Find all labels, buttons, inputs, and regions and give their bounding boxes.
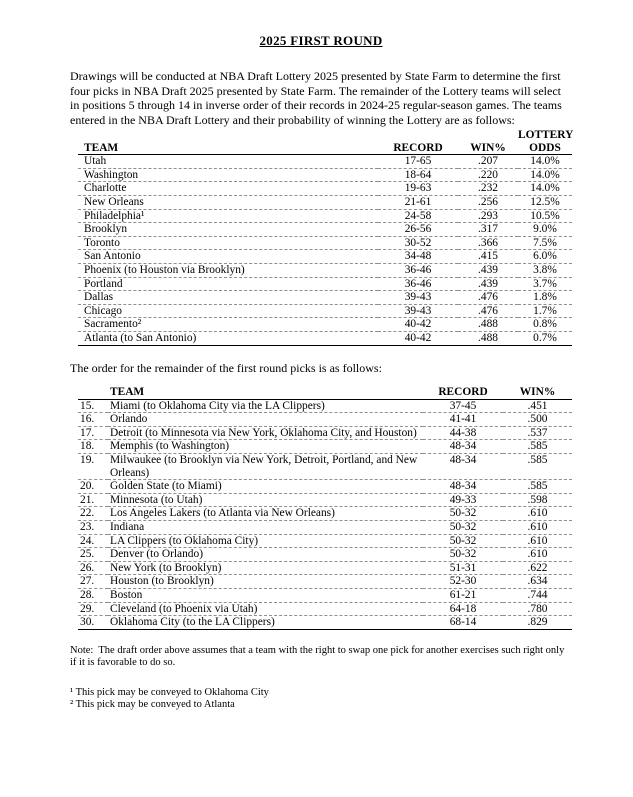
win-pct-cell: .488 — [458, 318, 518, 332]
record-cell: 19-63 — [378, 182, 458, 196]
lottery-odds-cell: 14.0% — [518, 155, 572, 169]
win-pct-cell: .829 — [503, 616, 572, 630]
record-cell: 39-43 — [378, 304, 458, 318]
remainder-table-header-row — [78, 386, 572, 399]
team-cell: Detroit (to Minnesota via New York, Oklahoma City, and Houston) — [108, 426, 423, 440]
remainder-table-row — [78, 588, 572, 602]
record-cell: 50-32 — [423, 507, 503, 521]
record-cell: 48-34 — [423, 453, 503, 479]
remainder-intro-paragraph: The order for the remainder of the first round picks is as follows: — [70, 360, 382, 375]
win-pct-cell: .585 — [503, 453, 572, 479]
page-title: 2025 FIRST ROUND — [259, 33, 383, 48]
team-cell: Chicago — [78, 304, 378, 318]
pick-number-cell: 30. — [78, 616, 108, 630]
footnotes-block — [70, 687, 572, 711]
lottery-table-body — [78, 155, 572, 345]
record-cell: 40-42 — [378, 318, 458, 332]
team-cell: Los Angeles Lakers (to Atlanta via New Orleans) — [108, 507, 423, 521]
intro-paragraph: Drawings will be conducted at NBA Draft Lottery 2025 presented by State Farm to determine the first four picks in NBA Draft 2025 presented by State Farm. The remainder of the Lottery teams will select in positions 5 through 14 in inverse order of their records in 2024-25 regular-season games. The teams entered in the NBA Draft Lottery and their probability of winning the Lottery are as follows: — [70, 69, 562, 127]
lottery-table — [78, 129, 572, 346]
team-cell: New Orleans — [78, 195, 378, 209]
record-cell: 50-32 — [423, 548, 503, 562]
lottery-table-row — [78, 304, 572, 318]
remainder-table — [78, 386, 572, 630]
pick-number-cell: 17. — [78, 426, 108, 440]
win-pct-cell: .585 — [503, 480, 572, 494]
record-cell: 48-34 — [423, 440, 503, 454]
remainder-table-row — [78, 534, 572, 548]
lottery-table-row — [78, 236, 572, 250]
win-pct-cell: .439 — [458, 263, 518, 277]
remainder-table-row — [78, 426, 572, 440]
lottery-odds-cell: 7.5% — [518, 236, 572, 250]
lottery-odds-cell: 1.7% — [518, 304, 572, 318]
win-pct-cell: .537 — [503, 426, 572, 440]
remainder-header-win: WIN% — [503, 386, 572, 399]
win-pct-cell: .634 — [503, 575, 572, 589]
remainder-table-row — [78, 413, 572, 427]
team-cell: Houston (to Brooklyn) — [108, 575, 423, 589]
pick-number-cell: 19. — [78, 453, 108, 479]
remainder-header-team: TEAM — [108, 386, 423, 399]
team-cell: Philadelphia¹ — [78, 209, 378, 223]
footnote-1: ¹ This pick may be conveyed to Oklahoma City — [70, 686, 269, 698]
record-cell: 51-31 — [423, 561, 503, 575]
record-cell: 26-56 — [378, 223, 458, 237]
record-cell: 44-38 — [423, 426, 503, 440]
team-cell: Oklahoma City (to the LA Clippers) — [108, 616, 423, 630]
win-pct-cell: .610 — [503, 507, 572, 521]
record-cell: 50-32 — [423, 534, 503, 548]
note-paragraph: Note: The draft order above assumes that a team with the right to swap one pick for another exercises such right only if it is favorable to do so. — [70, 644, 567, 669]
pick-number-cell: 18. — [78, 440, 108, 454]
record-cell: 41-41 — [423, 413, 503, 427]
pick-number-cell: 24. — [78, 534, 108, 548]
lottery-odds-cell: 1.8% — [518, 291, 572, 305]
record-cell: 68-14 — [423, 616, 503, 630]
team-cell: Minnesota (to Utah) — [108, 493, 423, 507]
lottery-odds-cell: 3.8% — [518, 263, 572, 277]
team-cell: Portland — [78, 277, 378, 291]
lottery-table-row — [78, 277, 572, 291]
win-pct-cell: .610 — [503, 520, 572, 534]
team-cell: Phoenix (to Houston via Brooklyn) — [78, 263, 378, 277]
team-cell: Indiana — [108, 520, 423, 534]
remainder-header-num — [78, 386, 108, 399]
remainder-header-record: RECORD — [423, 386, 503, 399]
record-cell: 48-34 — [423, 480, 503, 494]
lottery-table-row — [78, 182, 572, 196]
win-pct-cell: .220 — [458, 168, 518, 182]
lottery-header-record: RECORD — [378, 129, 458, 155]
win-pct-cell: .610 — [503, 534, 572, 548]
pick-number-cell: 16. — [78, 413, 108, 427]
win-pct-cell: .476 — [458, 291, 518, 305]
remainder-table-row — [78, 575, 572, 589]
lottery-table-row — [78, 331, 572, 345]
win-pct-cell: .439 — [458, 277, 518, 291]
win-pct-cell: .317 — [458, 223, 518, 237]
win-pct-cell: .256 — [458, 195, 518, 209]
record-cell: 37-45 — [423, 399, 503, 413]
win-pct-cell: .366 — [458, 236, 518, 250]
lottery-table-row — [78, 168, 572, 182]
record-cell: 40-42 — [378, 331, 458, 345]
record-cell: 61-21 — [423, 588, 503, 602]
team-cell: LA Clippers (to Oklahoma City) — [108, 534, 423, 548]
remainder-table-row — [78, 507, 572, 521]
lottery-table-header-row — [78, 129, 572, 155]
lottery-table-row — [78, 195, 572, 209]
pick-number-cell: 26. — [78, 561, 108, 575]
record-cell: 17-65 — [378, 155, 458, 169]
team-cell: Sacramento² — [78, 318, 378, 332]
lottery-table-row — [78, 223, 572, 237]
team-cell: Cleveland (to Phoenix via Utah) — [108, 602, 423, 616]
team-cell: Brooklyn — [78, 223, 378, 237]
team-cell: Milwaukee (to Brooklyn via New York, Detroit, Portland, and New Orleans) — [108, 453, 423, 479]
win-pct-cell: .451 — [503, 399, 572, 413]
remainder-table-row — [78, 561, 572, 575]
pick-number-cell: 29. — [78, 602, 108, 616]
record-cell: 30-52 — [378, 236, 458, 250]
pick-number-cell: 23. — [78, 520, 108, 534]
win-pct-cell: .598 — [503, 493, 572, 507]
record-cell: 36-46 — [378, 277, 458, 291]
team-cell: Washington — [78, 168, 378, 182]
win-pct-cell: .476 — [458, 304, 518, 318]
record-cell: 52-30 — [423, 575, 503, 589]
remainder-table-row — [78, 520, 572, 534]
pick-number-cell: 22. — [78, 507, 108, 521]
lottery-odds-cell: 14.0% — [518, 168, 572, 182]
lottery-table-row — [78, 291, 572, 305]
lottery-odds-cell: 14.0% — [518, 182, 572, 196]
win-pct-cell: .488 — [458, 331, 518, 345]
team-cell: Utah — [78, 155, 378, 169]
remainder-table-row — [78, 493, 572, 507]
remainder-table-row — [78, 480, 572, 494]
lottery-table-row — [78, 318, 572, 332]
win-pct-cell: .610 — [503, 548, 572, 562]
lottery-header-odds-line1: LOTTERY — [518, 129, 574, 141]
lottery-odds-cell: 9.0% — [518, 223, 572, 237]
team-cell: Charlotte — [78, 182, 378, 196]
record-cell: 18-64 — [378, 168, 458, 182]
win-pct-cell: .207 — [458, 155, 518, 169]
lottery-header-team: TEAM — [78, 129, 378, 155]
team-cell: Toronto — [78, 236, 378, 250]
lottery-table-row — [78, 155, 572, 169]
team-cell: Boston — [108, 588, 423, 602]
pick-number-cell: 21. — [78, 493, 108, 507]
remainder-table-row — [78, 602, 572, 616]
team-cell: Memphis (to Washington) — [108, 440, 423, 454]
remainder-table-row — [78, 548, 572, 562]
win-pct-cell: .415 — [458, 250, 518, 264]
remainder-table-body — [78, 399, 572, 629]
record-cell: 34-48 — [378, 250, 458, 264]
record-cell: 49-33 — [423, 493, 503, 507]
record-cell: 39-43 — [378, 291, 458, 305]
lottery-odds-cell: 12.5% — [518, 195, 572, 209]
team-cell: Golden State (to Miami) — [108, 480, 423, 494]
footnote-2: ² This pick may be conveyed to Atlanta — [70, 698, 235, 710]
pick-number-cell: 27. — [78, 575, 108, 589]
win-pct-cell: .500 — [503, 413, 572, 427]
pick-number-cell: 20. — [78, 480, 108, 494]
record-cell: 24-58 — [378, 209, 458, 223]
lottery-header-odds-line2: ODDS — [529, 141, 561, 154]
win-pct-cell: .585 — [503, 440, 572, 454]
remainder-table-row — [78, 616, 572, 630]
team-cell: Orlando — [108, 413, 423, 427]
record-cell: 36-46 — [378, 263, 458, 277]
record-cell: 50-32 — [423, 520, 503, 534]
lottery-table-row — [78, 250, 572, 264]
lottery-table-row — [78, 263, 572, 277]
lottery-header-win: WIN% — [458, 129, 518, 155]
remainder-table-row — [78, 399, 572, 413]
remainder-table-row — [78, 453, 572, 479]
win-pct-cell: .622 — [503, 561, 572, 575]
team-cell: San Antonio — [78, 250, 378, 264]
lottery-odds-cell: 10.5% — [518, 209, 572, 223]
team-cell: New York (to Brooklyn) — [108, 561, 423, 575]
pick-number-cell: 15. — [78, 399, 108, 413]
lottery-odds-cell: 0.7% — [518, 331, 572, 345]
win-pct-cell: .232 — [458, 182, 518, 196]
lottery-odds-cell: 3.7% — [518, 277, 572, 291]
win-pct-cell: .780 — [503, 602, 572, 616]
win-pct-cell: .293 — [458, 209, 518, 223]
team-cell: Dallas — [78, 291, 378, 305]
team-cell: Denver (to Orlando) — [108, 548, 423, 562]
lottery-header-odds — [518, 129, 572, 155]
pick-number-cell: 25. — [78, 548, 108, 562]
remainder-table-row — [78, 440, 572, 454]
team-cell: Atlanta (to San Antonio) — [78, 331, 378, 345]
lottery-odds-cell: 0.8% — [518, 318, 572, 332]
win-pct-cell: .744 — [503, 588, 572, 602]
record-cell: 21-61 — [378, 195, 458, 209]
team-cell: Miami (to Oklahoma City via the LA Clippers) — [108, 399, 423, 413]
record-cell: 64-18 — [423, 602, 503, 616]
lottery-odds-cell: 6.0% — [518, 250, 572, 264]
pick-number-cell: 28. — [78, 588, 108, 602]
lottery-table-row — [78, 209, 572, 223]
